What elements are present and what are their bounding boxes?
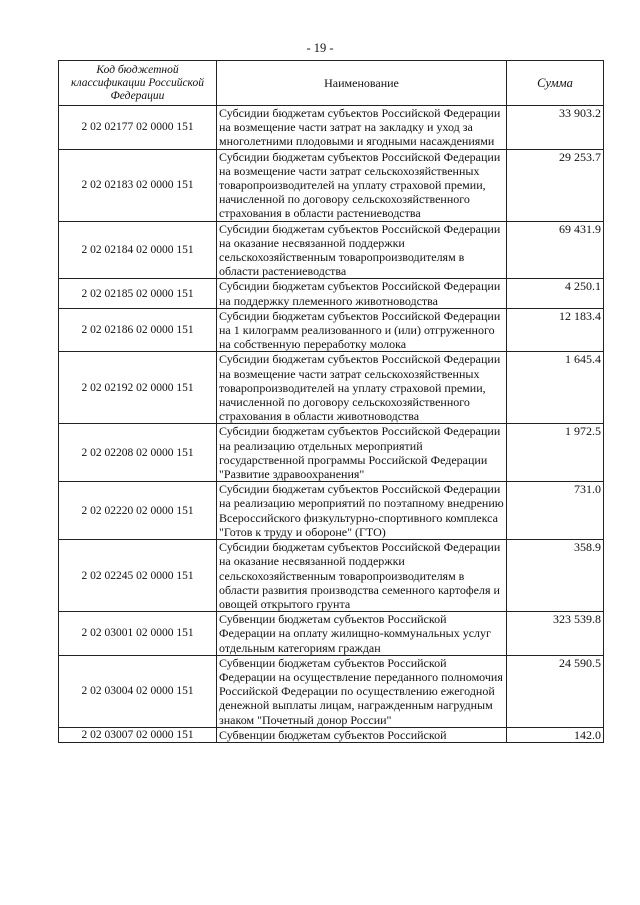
- budget-code: 2 02 03004 02 0000 151: [59, 655, 217, 727]
- budget-code: 2 02 02220 02 0000 151: [59, 482, 217, 540]
- item-name: Субсидии бюджетам субъектов Российской Федерации на оказание несвязанной поддержки сельскохозяйственным товаропроизводителям в области растениеводства: [217, 221, 507, 279]
- page-number: - 19 -: [306, 41, 334, 55]
- budget-table: [58, 60, 604, 743]
- item-sum: 4 250.1: [507, 279, 604, 308]
- item-name: Субсидии бюджетам субъектов Российской Федерации на 1 килограмм реализованного и (или) отгруженного на собственную переработку молока: [217, 308, 507, 352]
- budget-code: 2 02 02177 02 0000 151: [59, 106, 217, 150]
- item-name: Субсидии бюджетам субъектов Российской Федерации на возмещение части затрат на закладку и уход за многолетними плодовыми и ягодными насаждениями: [217, 106, 507, 150]
- header-code: Код бюджетной классификации Российской Федерации: [59, 61, 217, 106]
- budget-code: 2 02 02192 02 0000 151: [59, 352, 217, 424]
- item-name: Субсидии бюджетам субъектов Российской Федерации на поддержку племенного животноводства: [217, 279, 507, 308]
- header-name: Наименование: [217, 61, 507, 106]
- table-row: [59, 612, 604, 656]
- item-sum: 1 972.5: [507, 424, 604, 482]
- item-name: Субсидии бюджетам субъектов Российской Федерации на оказание несвязанной поддержки сельскохозяйственным товаропроизводителям в области развития производства семенного картофеля и овощей открытого грунта: [217, 540, 507, 612]
- item-name: Субвенции бюджетам субъектов Российской: [217, 727, 507, 742]
- table-row: [59, 221, 604, 279]
- table-row: [59, 352, 604, 424]
- item-sum: 33 903.2: [507, 106, 604, 150]
- budget-code: 2 02 02185 02 0000 151: [59, 279, 217, 308]
- table-row: [59, 655, 604, 727]
- item-sum: 69 431.9: [507, 221, 604, 279]
- budget-code: 2 02 02245 02 0000 151: [59, 540, 217, 612]
- item-name: Субсидии бюджетам субъектов Российской Федерации на возмещение части затрат сельскохозяйственных товаропроизводителей на уплату страховой премии, начисленной по договору сельскохозяйственного страхования в области животноводства: [217, 352, 507, 424]
- table-row: [59, 149, 604, 221]
- table-row: [59, 727, 604, 742]
- budget-code: 2 02 03001 02 0000 151: [59, 612, 217, 656]
- table-row: [59, 540, 604, 612]
- item-name: Субсидии бюджетам субъектов Российской Федерации на реализацию мероприятий по поэтапному внедрению Всероссийского физкультурно-спортивного комплекса "Готов к труду и обороне" (ГТО): [217, 482, 507, 540]
- item-sum: 24 590.5: [507, 655, 604, 727]
- item-sum: 29 253.7: [507, 149, 604, 221]
- table-row: [59, 424, 604, 482]
- item-sum: 142.0: [507, 727, 604, 742]
- table-row: [59, 308, 604, 352]
- item-sum: 358.9: [507, 540, 604, 612]
- table-header-row: [59, 61, 604, 106]
- item-name: Субвенции бюджетам субъектов Российской Федерации на осуществление переданного полномочия Российской Федерации по осуществлению ежегодной денежной выплаты лицам, награжденным нагрудным знаком "Почетный донор России": [217, 655, 507, 727]
- header-sum: Сумма: [507, 61, 604, 106]
- item-name: Субвенции бюджетам субъектов Российской Федерации на оплату жилищно-коммунальных услуг отдельным категориям граждан: [217, 612, 507, 656]
- budget-code: 2 02 03007 02 0000 151: [59, 727, 217, 742]
- budget-code: 2 02 02208 02 0000 151: [59, 424, 217, 482]
- table-row: [59, 482, 604, 540]
- table-row: [59, 106, 604, 150]
- budget-code: 2 02 02183 02 0000 151: [59, 149, 217, 221]
- item-name: Субсидии бюджетам субъектов Российской Федерации на возмещение части затрат сельскохозяйственных товаропроизводителей на уплату страховой премии, начисленной по договору сельскохозяйственного страхования в области растениеводства: [217, 149, 507, 221]
- budget-code: 2 02 02184 02 0000 151: [59, 221, 217, 279]
- item-name: Субсидии бюджетам субъектов Российской Федерации на реализацию отдельных мероприятий государственной программы Российской Федерации "Развитие здравоохранения": [217, 424, 507, 482]
- item-sum: 323 539.8: [507, 612, 604, 656]
- item-sum: 731.0: [507, 482, 604, 540]
- table-row: [59, 279, 604, 308]
- budget-code: 2 02 02186 02 0000 151: [59, 308, 217, 352]
- item-sum: 12 183.4: [507, 308, 604, 352]
- item-sum: 1 645.4: [507, 352, 604, 424]
